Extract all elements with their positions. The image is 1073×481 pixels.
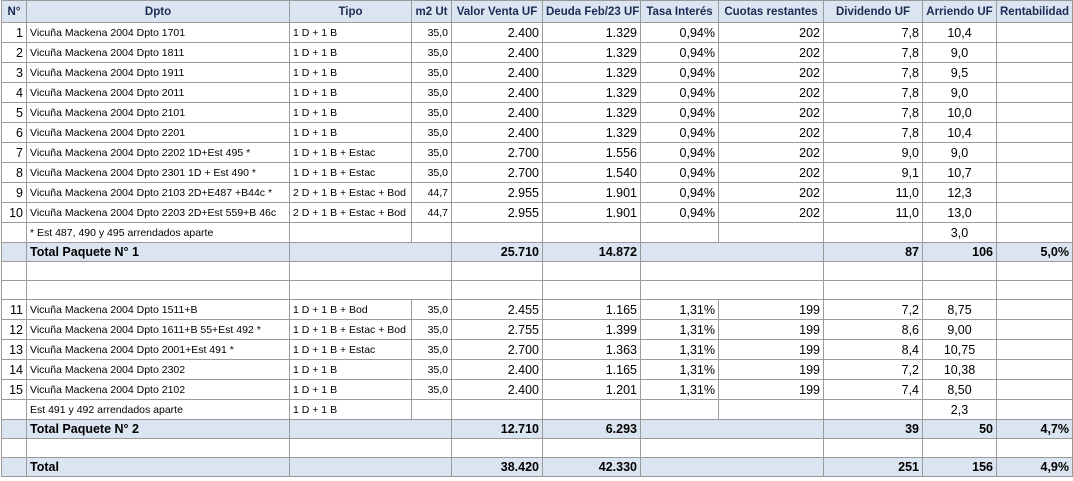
cell-tipo: 1 D + 1 B xyxy=(290,63,412,83)
empty-cell xyxy=(2,281,27,300)
cell-n: 3 xyxy=(2,63,27,83)
cell-cuotas: 202 xyxy=(719,143,824,163)
table-row xyxy=(2,183,1073,203)
cell-dividendo: 7,8 xyxy=(824,63,923,83)
table-row xyxy=(2,43,1073,63)
cell-valor: 2.400 xyxy=(452,123,543,143)
cell-tasa: 0,94% xyxy=(641,43,719,63)
cell-deuda: 1.329 xyxy=(543,23,641,43)
cell-valor: 2.700 xyxy=(452,143,543,163)
cell-arriendo: 12,3 xyxy=(923,183,997,203)
cell-deuda: 1.556 xyxy=(543,143,641,163)
cell-dividendo: 9,0 xyxy=(824,143,923,163)
empty-cell xyxy=(719,400,824,420)
table-row xyxy=(2,203,1073,223)
header-row xyxy=(2,1,1073,23)
empty-cell xyxy=(824,223,923,243)
note-row xyxy=(2,400,1073,420)
cell-tasa: 1,31% xyxy=(641,360,719,380)
cell-valor: 2.400 xyxy=(452,360,543,380)
empty-cell xyxy=(27,262,290,281)
cell-dpto: Vicuña Mackena 2004 Dpto 1511+B xyxy=(27,300,290,320)
cell-n: 4 xyxy=(2,83,27,103)
table-row xyxy=(2,380,1073,400)
cell-valor: 2.400 xyxy=(452,43,543,63)
cell-m2: 35,0 xyxy=(412,340,452,360)
header-arriendo: Arriendo UF xyxy=(923,1,997,23)
note-text: * Est 487, 490 y 495 arrendados aparte xyxy=(27,223,290,243)
cell-dividendo: 7,8 xyxy=(824,123,923,143)
cell-arriendo: 10,4 xyxy=(923,123,997,143)
cell-cuotas: 199 xyxy=(719,340,824,360)
cell-valor: 2.755 xyxy=(452,320,543,340)
cell-tasa: 0,94% xyxy=(641,83,719,103)
total-arriendo: 156 xyxy=(923,458,997,477)
empty-cell xyxy=(997,223,1073,243)
cell-valor: 2.400 xyxy=(452,380,543,400)
cell-dpto: Vicuña Mackena 2004 Dpto 1911 xyxy=(27,63,290,83)
empty-cell xyxy=(543,281,641,300)
cell-m2: 35,0 xyxy=(412,380,452,400)
cell-dpto: Vicuña Mackena 2004 Dpto 2301 1D + Est 490 * xyxy=(27,163,290,183)
header-valor: Valor Venta UF xyxy=(452,1,543,23)
cell-rent xyxy=(997,320,1073,340)
cell-dpto: Vicuña Mackena 2004 Dpto 2102 xyxy=(27,380,290,400)
table-row xyxy=(2,300,1073,320)
empty-cell xyxy=(290,262,452,281)
empty-cell xyxy=(641,281,824,300)
table-row xyxy=(2,83,1073,103)
cell-rent xyxy=(997,83,1073,103)
cell-deuda: 1.329 xyxy=(543,123,641,143)
empty-cell xyxy=(543,400,641,420)
empty-cell xyxy=(923,262,997,281)
cell-tipo: 1 D + 1 B xyxy=(290,123,412,143)
cell-cuotas: 202 xyxy=(719,23,824,43)
empty-cell xyxy=(641,420,824,439)
cell-dpto: Vicuña Mackena 2004 Dpto 1611+B 55+Est 492 * xyxy=(27,320,290,340)
grand-total-row xyxy=(2,458,1073,477)
empty-cell xyxy=(452,439,543,458)
cell-dividendo: 7,8 xyxy=(824,103,923,123)
cell-n: 9 xyxy=(2,183,27,203)
total-package-1-row xyxy=(2,243,1073,262)
cell-dividendo: 7,8 xyxy=(824,83,923,103)
total-arriendo: 50 xyxy=(923,420,997,439)
cell-cuotas: 202 xyxy=(719,43,824,63)
cell-rent xyxy=(997,380,1073,400)
total-deuda: 6.293 xyxy=(543,420,641,439)
cell-tipo: 1 D + 1 B xyxy=(290,23,412,43)
cell-arriendo: 9,0 xyxy=(923,43,997,63)
cell-arriendo: 13,0 xyxy=(923,203,997,223)
cell-m2: 44,7 xyxy=(412,183,452,203)
empty-cell xyxy=(290,281,452,300)
empty-cell xyxy=(719,223,824,243)
empty-cell xyxy=(290,420,452,439)
cell-dpto: Vicuña Mackena 2004 Dpto 2203 2D+Est 559+B 46c xyxy=(27,203,290,223)
cell-deuda: 1.201 xyxy=(543,380,641,400)
cell-dpto: Vicuña Mackena 2004 Dpto 1811 xyxy=(27,43,290,63)
empty-cell xyxy=(824,281,923,300)
cell-tasa: 1,31% xyxy=(641,340,719,360)
cell-cuotas: 202 xyxy=(719,123,824,143)
empty-cell xyxy=(923,281,997,300)
empty-cell xyxy=(290,439,452,458)
cell-cuotas: 202 xyxy=(719,183,824,203)
cell-rent xyxy=(997,103,1073,123)
cell-n: 11 xyxy=(2,300,27,320)
cell-n: 1 xyxy=(2,23,27,43)
cell-deuda: 1.540 xyxy=(543,163,641,183)
cell-valor: 2.700 xyxy=(452,163,543,183)
cell-cuotas: 199 xyxy=(719,300,824,320)
cell-arriendo: 9,0 xyxy=(923,143,997,163)
cell-cuotas: 202 xyxy=(719,203,824,223)
spacer-row xyxy=(2,281,1073,300)
cell-m2: 35,0 xyxy=(412,300,452,320)
cell-dpto: Vicuña Mackena 2004 Dpto 2001+Est 491 * xyxy=(27,340,290,360)
cell-deuda: 1.329 xyxy=(543,103,641,123)
table-row xyxy=(2,123,1073,143)
cell-m2: 35,0 xyxy=(412,143,452,163)
empty-cell xyxy=(452,281,543,300)
total-rentabilidad: 4,7% xyxy=(997,420,1073,439)
cell-arriendo: 8,50 xyxy=(923,380,997,400)
note-row xyxy=(2,223,1073,243)
table-row xyxy=(2,103,1073,123)
empty-cell xyxy=(997,400,1073,420)
cell-tasa: 0,94% xyxy=(641,23,719,43)
table-row xyxy=(2,143,1073,163)
table-row xyxy=(2,163,1073,183)
empty-cell xyxy=(452,223,543,243)
cell-tipo: 1 D + 1 B + Estac xyxy=(290,163,412,183)
total-package-2-row xyxy=(2,420,1073,439)
total-valor: 25.710 xyxy=(452,243,543,262)
cell-tipo: 1 D + 1 B xyxy=(290,83,412,103)
empty-cell xyxy=(824,439,923,458)
cell-arriendo: 10,75 xyxy=(923,340,997,360)
cell-valor: 2.700 xyxy=(452,340,543,360)
property-table xyxy=(1,0,1073,477)
total-rentabilidad: 4,9% xyxy=(997,458,1073,477)
cell-n: 10 xyxy=(2,203,27,223)
cell-tipo: 2 D + 1 B + Estac + Bod xyxy=(290,183,412,203)
cell-dividendo: 7,4 xyxy=(824,380,923,400)
cell-n: 14 xyxy=(2,360,27,380)
cell-tipo: 1 D + 1 B + Bod xyxy=(290,300,412,320)
cell-dpto: Vicuña Mackena 2004 Dpto 2103 2D+E487 +B44c * xyxy=(27,183,290,203)
cell-dividendo: 8,6 xyxy=(824,320,923,340)
cell-deuda: 1.363 xyxy=(543,340,641,360)
cell-arriendo: 10,4 xyxy=(923,23,997,43)
cell-tipo: 1 D + 1 B + Estac xyxy=(290,143,412,163)
empty-cell xyxy=(997,439,1073,458)
cell-n: 5 xyxy=(2,103,27,123)
header-dividendo: Dividendo UF xyxy=(824,1,923,23)
cell-rent xyxy=(997,163,1073,183)
empty-cell xyxy=(2,400,27,420)
cell-tipo: 1 D + 1 B + Estac xyxy=(290,340,412,360)
cell-tasa: 0,94% xyxy=(641,183,719,203)
cell-n: 2 xyxy=(2,43,27,63)
cell-n: 7 xyxy=(2,143,27,163)
cell-cuotas: 202 xyxy=(719,63,824,83)
cell-deuda: 1.329 xyxy=(543,63,641,83)
cell-deuda: 1.901 xyxy=(543,183,641,203)
cell-rent xyxy=(997,300,1073,320)
empty-cell xyxy=(290,458,452,477)
header-rentabilidad: Rentabilidad xyxy=(997,1,1073,23)
empty-cell xyxy=(452,262,543,281)
empty-cell xyxy=(2,223,27,243)
cell-rent xyxy=(997,123,1073,143)
cell-valor: 2.400 xyxy=(452,23,543,43)
empty-cell xyxy=(641,458,824,477)
empty-cell xyxy=(2,439,27,458)
cell-tipo: 1 D + 1 B xyxy=(290,360,412,380)
cell-deuda: 1.901 xyxy=(543,203,641,223)
cell-valor: 2.400 xyxy=(452,83,543,103)
cell-cuotas: 199 xyxy=(719,380,824,400)
empty-cell xyxy=(641,262,824,281)
empty-cell xyxy=(27,439,290,458)
cell-dividendo: 11,0 xyxy=(824,203,923,223)
table-row xyxy=(2,63,1073,83)
note-tipo xyxy=(290,223,412,243)
total-label: Total xyxy=(27,458,290,477)
header-cuotas: Cuotas restantes xyxy=(719,1,824,23)
empty-cell xyxy=(2,262,27,281)
cell-tasa: 0,94% xyxy=(641,123,719,143)
cell-rent xyxy=(997,143,1073,163)
table-row xyxy=(2,320,1073,340)
cell-m2: 35,0 xyxy=(412,163,452,183)
cell-arriendo: 9,0 xyxy=(923,83,997,103)
total-dividendo: 251 xyxy=(824,458,923,477)
header-deuda: Deuda Feb/23 UF xyxy=(543,1,641,23)
cell-m2: 35,0 xyxy=(412,43,452,63)
empty-cell xyxy=(824,400,923,420)
cell-dividendo: 7,8 xyxy=(824,23,923,43)
note-arriendo: 2,3 xyxy=(923,400,997,420)
empty-cell xyxy=(641,243,824,262)
total-dividendo: 39 xyxy=(824,420,923,439)
cell-n: 13 xyxy=(2,340,27,360)
header-tasa: Tasa Interés xyxy=(641,1,719,23)
cell-tipo: 1 D + 1 B xyxy=(290,380,412,400)
cell-dpto: Vicuña Mackena 2004 Dpto 2011 xyxy=(27,83,290,103)
cell-m2: 35,0 xyxy=(412,320,452,340)
empty-cell xyxy=(2,458,27,477)
spacer-row xyxy=(2,439,1073,458)
cell-cuotas: 202 xyxy=(719,83,824,103)
cell-rent xyxy=(997,43,1073,63)
header-tipo: Tipo xyxy=(290,1,412,23)
cell-rent xyxy=(997,23,1073,43)
cell-tipo: 1 D + 1 B + Estac + Bod xyxy=(290,320,412,340)
cell-dividendo: 7,2 xyxy=(824,360,923,380)
cell-dividendo: 8,4 xyxy=(824,340,923,360)
cell-rent xyxy=(997,63,1073,83)
cell-tasa: 1,31% xyxy=(641,300,719,320)
cell-cuotas: 202 xyxy=(719,103,824,123)
cell-tasa: 0,94% xyxy=(641,63,719,83)
header-dpto: Dpto xyxy=(27,1,290,23)
cell-arriendo: 10,38 xyxy=(923,360,997,380)
empty-cell xyxy=(824,262,923,281)
cell-tasa: 0,94% xyxy=(641,203,719,223)
cell-arriendo: 10,0 xyxy=(923,103,997,123)
cell-cuotas: 199 xyxy=(719,360,824,380)
empty-cell xyxy=(641,223,719,243)
cell-rent xyxy=(997,203,1073,223)
cell-valor: 2.955 xyxy=(452,203,543,223)
note-arriendo: 3,0 xyxy=(923,223,997,243)
cell-valor: 2.455 xyxy=(452,300,543,320)
total-deuda: 14.872 xyxy=(543,243,641,262)
cell-rent xyxy=(997,183,1073,203)
empty-cell xyxy=(412,223,452,243)
cell-deuda: 1.165 xyxy=(543,360,641,380)
empty-cell xyxy=(543,262,641,281)
table-row xyxy=(2,340,1073,360)
cell-tasa: 0,94% xyxy=(641,143,719,163)
empty-cell xyxy=(997,262,1073,281)
cell-m2: 35,0 xyxy=(412,63,452,83)
cell-tasa: 0,94% xyxy=(641,163,719,183)
cell-m2: 35,0 xyxy=(412,360,452,380)
cell-dividendo: 7,2 xyxy=(824,300,923,320)
cell-n: 8 xyxy=(2,163,27,183)
cell-valor: 2.400 xyxy=(452,63,543,83)
empty-cell xyxy=(290,243,452,262)
cell-cuotas: 199 xyxy=(719,320,824,340)
cell-tasa: 1,31% xyxy=(641,380,719,400)
total-deuda: 42.330 xyxy=(543,458,641,477)
note-tipo: 1 D + 1 B xyxy=(290,400,412,420)
cell-deuda: 1.329 xyxy=(543,83,641,103)
cell-dpto: Vicuña Mackena 2004 Dpto 2201 xyxy=(27,123,290,143)
cell-dpto: Vicuña Mackena 2004 Dpto 2302 xyxy=(27,360,290,380)
cell-arriendo: 9,5 xyxy=(923,63,997,83)
empty-cell xyxy=(412,400,452,420)
cell-n: 12 xyxy=(2,320,27,340)
total-label: Total Paquete N° 2 xyxy=(27,420,290,439)
total-rentabilidad: 5,0% xyxy=(997,243,1073,262)
empty-cell xyxy=(2,420,27,439)
table-body xyxy=(2,23,1073,477)
cell-tipo: 2 D + 1 B + Estac + Bod xyxy=(290,203,412,223)
cell-dividendo: 11,0 xyxy=(824,183,923,203)
cell-m2: 35,0 xyxy=(412,123,452,143)
cell-m2: 44,7 xyxy=(412,203,452,223)
cell-tasa: 0,94% xyxy=(641,103,719,123)
cell-tasa: 1,31% xyxy=(641,320,719,340)
cell-deuda: 1.399 xyxy=(543,320,641,340)
cell-dividendo: 7,8 xyxy=(824,43,923,63)
note-text: Est 491 y 492 arrendados aparte xyxy=(27,400,290,420)
empty-cell xyxy=(452,400,543,420)
cell-m2: 35,0 xyxy=(412,83,452,103)
cell-arriendo: 8,75 xyxy=(923,300,997,320)
total-valor: 38.420 xyxy=(452,458,543,477)
empty-cell xyxy=(923,439,997,458)
cell-tipo: 1 D + 1 B xyxy=(290,43,412,63)
cell-valor: 2.955 xyxy=(452,183,543,203)
cell-deuda: 1.329 xyxy=(543,43,641,63)
cell-n: 15 xyxy=(2,380,27,400)
total-valor: 12.710 xyxy=(452,420,543,439)
cell-dpto: Vicuña Mackena 2004 Dpto 2101 xyxy=(27,103,290,123)
spacer-row xyxy=(2,262,1073,281)
cell-valor: 2.400 xyxy=(452,103,543,123)
header-m2: m2 Ut xyxy=(412,1,452,23)
empty-cell xyxy=(27,281,290,300)
empty-cell xyxy=(543,223,641,243)
cell-arriendo: 9,00 xyxy=(923,320,997,340)
empty-cell xyxy=(2,243,27,262)
cell-dividendo: 9,1 xyxy=(824,163,923,183)
cell-dpto: Vicuña Mackena 2004 Dpto 1701 xyxy=(27,23,290,43)
cell-m2: 35,0 xyxy=(412,103,452,123)
empty-cell xyxy=(543,439,641,458)
empty-cell xyxy=(641,439,824,458)
cell-deuda: 1.165 xyxy=(543,300,641,320)
header-n: N° xyxy=(2,1,27,23)
cell-m2: 35,0 xyxy=(412,23,452,43)
total-dividendo: 87 xyxy=(824,243,923,262)
total-arriendo: 106 xyxy=(923,243,997,262)
table-row xyxy=(2,23,1073,43)
table-row xyxy=(2,360,1073,380)
cell-dpto: Vicuña Mackena 2004 Dpto 2202 1D+Est 495 * xyxy=(27,143,290,163)
cell-arriendo: 10,7 xyxy=(923,163,997,183)
total-label: Total Paquete N° 1 xyxy=(27,243,290,262)
cell-cuotas: 202 xyxy=(719,163,824,183)
cell-tipo: 1 D + 1 B xyxy=(290,103,412,123)
cell-n: 6 xyxy=(2,123,27,143)
cell-rent xyxy=(997,360,1073,380)
empty-cell xyxy=(641,400,719,420)
cell-rent xyxy=(997,340,1073,360)
empty-cell xyxy=(997,281,1073,300)
